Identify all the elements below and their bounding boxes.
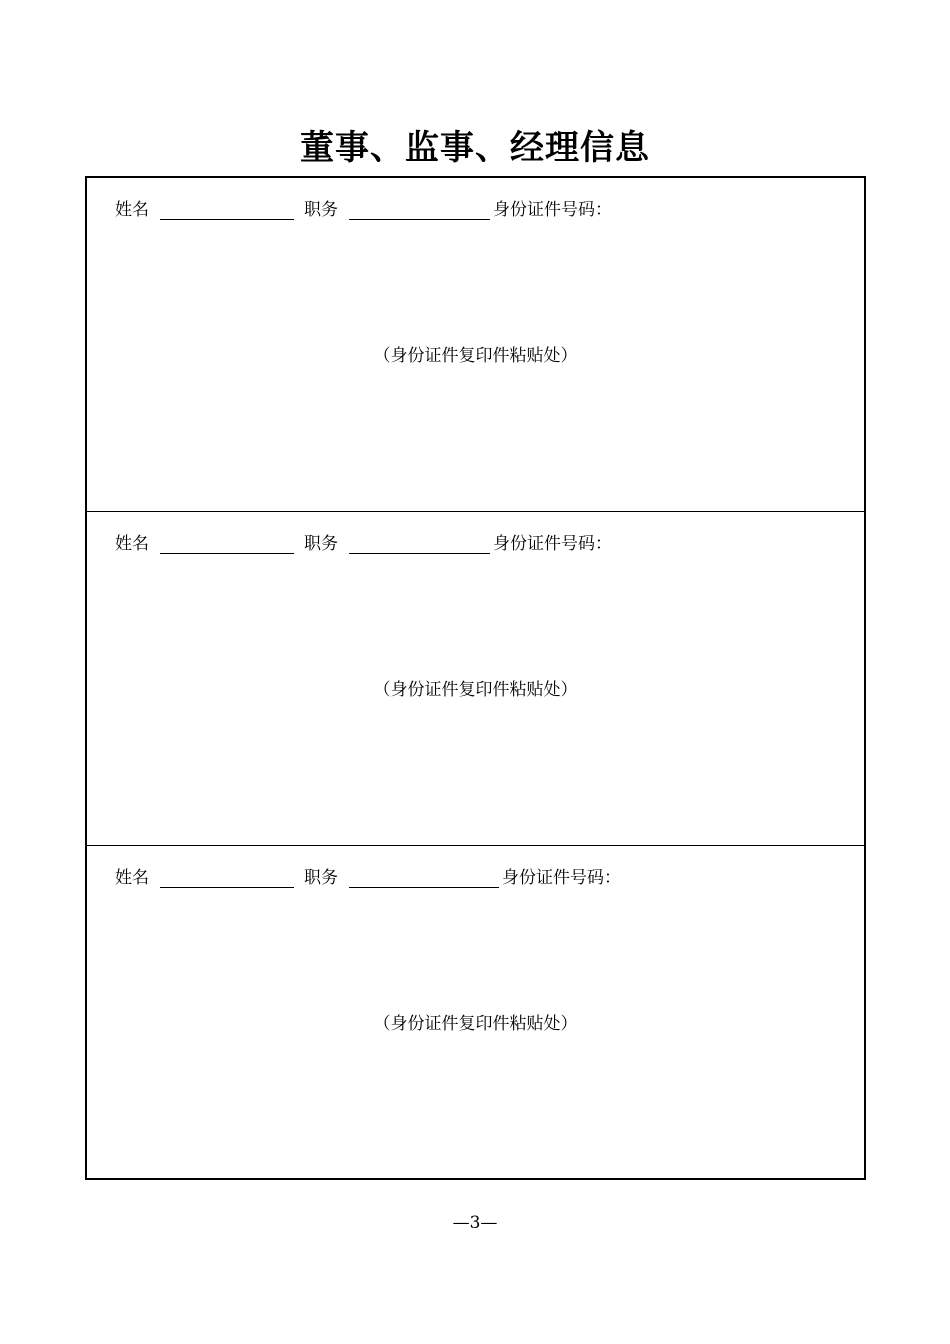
info-row [115,531,612,555]
info-row [115,197,612,221]
page-number: —3— [452,1213,498,1233]
name-blank-field[interactable] [160,867,294,888]
position-label: 职务 [304,868,338,888]
id-number-label: 身份证件号码： [493,200,612,220]
position-blank-field[interactable] [349,867,499,888]
name-blank-field[interactable] [160,533,294,554]
position-label: 职务 [304,200,338,220]
id-copy-paste-area: （身份证件复印件粘贴处） [373,346,578,366]
id-number-label: 身份证件号码： [502,868,621,888]
position-label: 职务 [304,534,338,554]
position-blank-field[interactable] [349,533,490,554]
person-entry-1 [87,178,864,511]
name-label: 姓名 [115,534,149,554]
id-copy-paste-area: （身份证件复印件粘贴处） [373,1014,578,1034]
id-copy-paste-area: （身份证件复印件粘贴处） [373,680,578,700]
name-blank-field[interactable] [160,199,294,220]
page-title: 董事、监事、经理信息 [300,128,650,168]
director-info-table [85,176,866,1180]
id-number-label: 身份证件号码： [493,534,612,554]
name-label: 姓名 [115,868,149,888]
position-blank-field[interactable] [349,199,490,220]
name-label: 姓名 [115,200,149,220]
person-entry-3 [87,845,864,1178]
person-entry-2 [87,511,864,844]
info-row [115,865,621,889]
